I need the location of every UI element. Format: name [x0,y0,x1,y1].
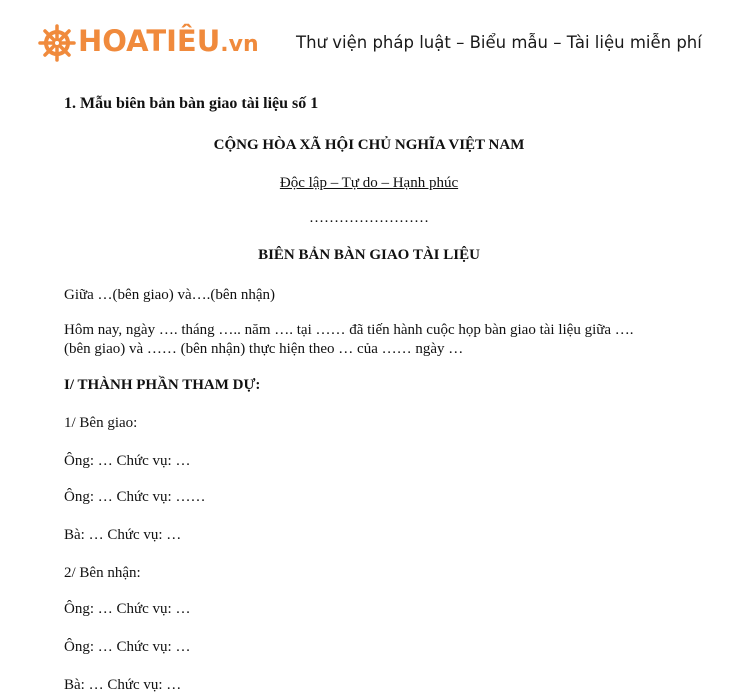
logo-text [78,22,259,64]
document-title: BIÊN BẢN BÀN GIAO TÀI LIỆU [258,247,480,263]
motto: Độc lập – Tự do – Hạnh phúc [279,175,459,191]
site-header [0,0,738,80]
section-heading: 1. Mẫu biên bản bàn giao tài liệu số 1 [64,95,319,112]
receiver-row: Ông: … Chức vụ: … [64,601,191,617]
giver-label: 1/ Bên giao: [64,415,138,431]
receiver-label: 2/ Bên nhận: [64,565,141,581]
site-tagline: Thư viện pháp luật – Biểu mẫu – Tài liệu miễn phí [296,33,702,52]
dots-separator: …………………… [309,210,429,226]
receiver-row: Bà: … Chức vụ: … [64,677,182,693]
logo-brand: HOATIÊU [78,24,221,58]
site-logo[interactable] [38,22,259,64]
intro-line-2: (bên giao) và …… (bên nhận) thực hiện theo … của …… ngày … [64,341,464,357]
section-participants-heading: I/ THÀNH PHẦN THAM DỰ: [64,377,261,393]
giver-row: Ông: … Chức vụ: … [64,453,191,469]
between-line: Giữa …(bên giao) và….(bên nhận) [64,287,275,303]
giver-row: Ông: … Chức vụ: …… [64,489,206,505]
logo-domain: .vn [220,32,259,57]
ship-wheel-icon [38,24,76,62]
national-title: CỘNG HÒA XÃ HỘI CHỦ NGHĨA VIỆT NAM [213,137,525,153]
receiver-row: Ông: … Chức vụ: … [64,639,191,655]
giver-row: Bà: … Chức vụ: … [64,527,182,543]
intro-line-1: Hôm nay, ngày …. tháng ….. năm …. tại …… đã tiến hành cuộc họp bàn giao tài liệu giữa …. [64,322,634,338]
